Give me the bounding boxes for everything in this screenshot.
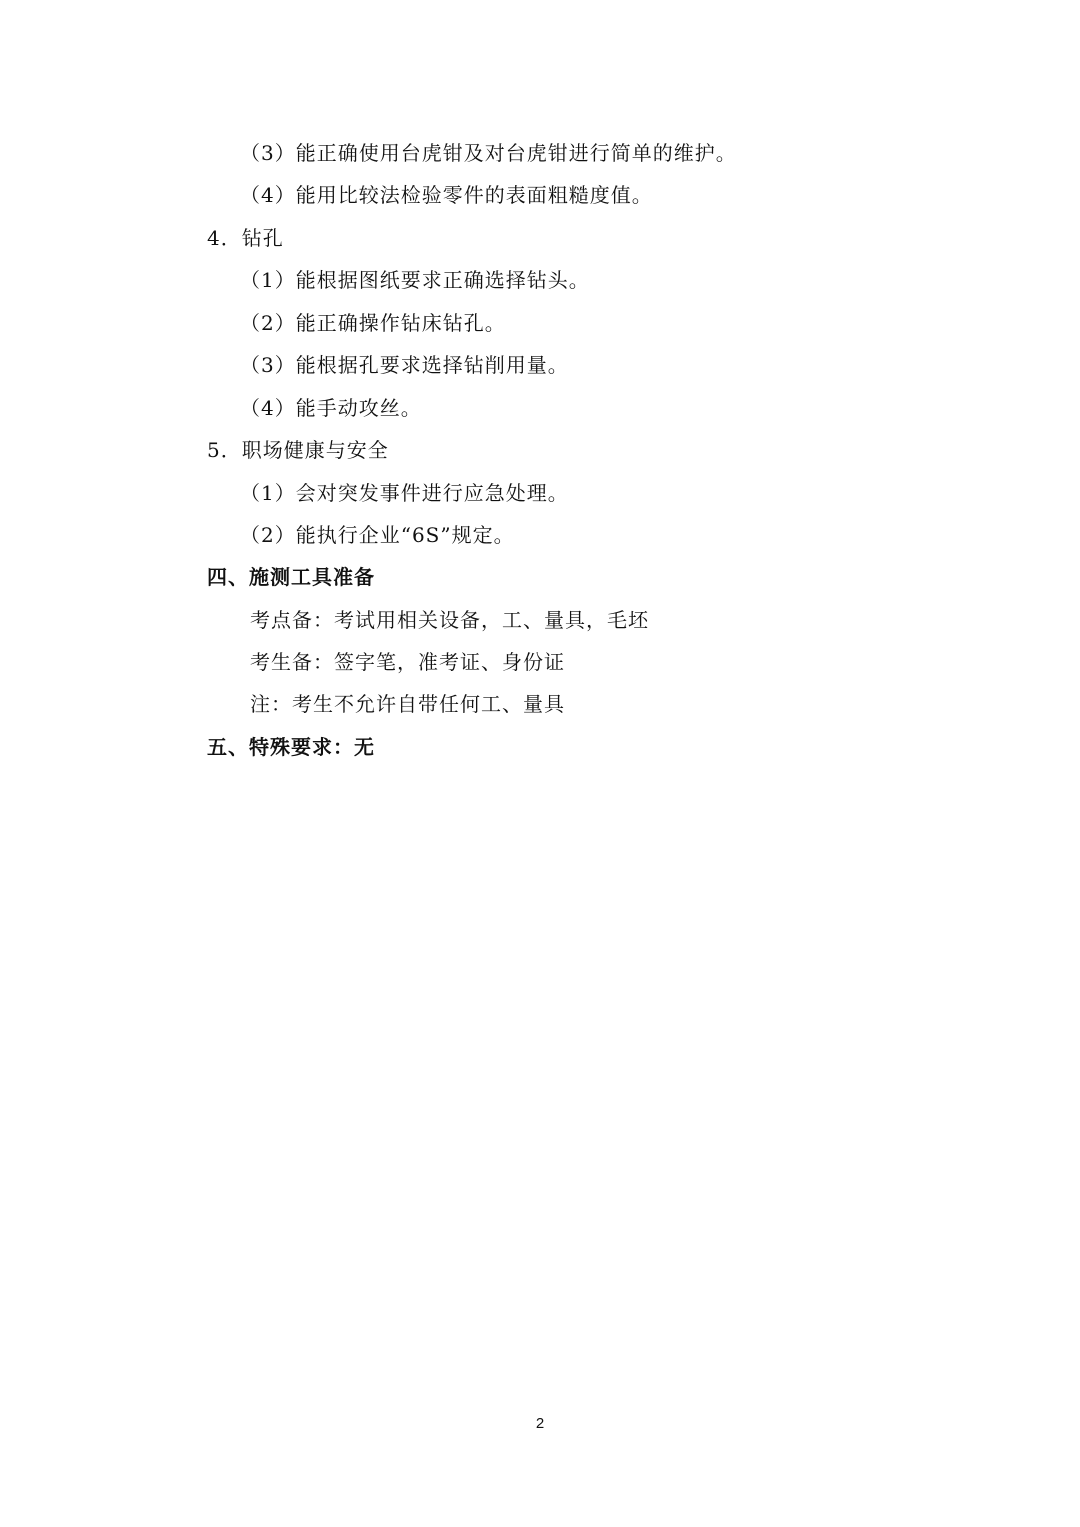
section-heading: 四、施测工具准备: [207, 565, 375, 589]
paragraph: 考生备：签字笔，准考证、身份证: [250, 650, 565, 674]
section-heading: 五、特殊要求：无: [207, 735, 375, 759]
list-item: （4）能手动攻丝。: [240, 396, 422, 420]
section-title: 5．职场健康与安全: [207, 438, 389, 462]
list-item: （2）能执行企业“6S”规定。: [240, 523, 515, 547]
list-item: （1）能根据图纸要求正确选择钻头。: [240, 268, 590, 292]
list-item: （1）会对突发事件进行应急处理。: [240, 481, 569, 505]
paragraph: 注：考生不允许自带任何工、量具: [250, 692, 565, 716]
page-number: 2: [535, 1415, 545, 1432]
list-item: （3）能根据孔要求选择钻削用量。: [240, 353, 569, 377]
list-item: （4）能用比较法检验零件的表面粗糙度值。: [240, 183, 653, 207]
list-item: （3）能正确使用台虎钳及对台虎钳进行简单的维护。: [240, 141, 737, 165]
list-item: （2）能正确操作钻床钻孔。: [240, 311, 506, 335]
paragraph: 考点备：考试用相关设备，工、量具，毛坯: [250, 608, 649, 632]
section-title: 4．钻孔: [207, 226, 284, 250]
